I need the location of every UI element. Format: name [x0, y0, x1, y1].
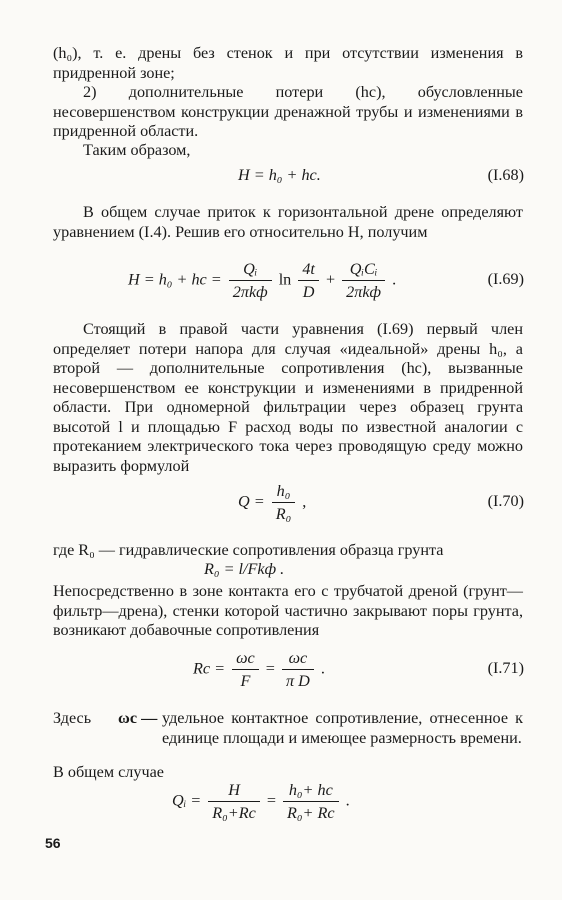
- fraction: $\frac{\text{QᵢCᵢ}}{\text{2πkф}}$: [342, 260, 385, 302]
- equation-1-70: Q = $\frac{\text{h₀}}{\text{R₀}}$ ,: [238, 482, 307, 523]
- paragraph-9: В общем случае: [53, 763, 164, 781]
- paragraph-3: Таким образом,: [83, 141, 191, 159]
- fraction: $\frac{\text{Qᵢ}}{\text{2πkф}}$: [229, 260, 272, 302]
- equation-1-68: H = h₀ + hс.: [238, 166, 321, 184]
- paragraph-4: В общем случае приток к горизонтальной дрене определяют уравнением (I.4). Решив его относительно H, получим: [53, 203, 523, 241]
- paragraph-1: (h₀), т. е. дрены без стенок и при отсутствии изменения в придренной зоне;: [53, 44, 523, 82]
- equation-1-69: H = h₀ + hс = $\frac{\text{Qᵢ}}{\text{2πkф}}$ ln $\frac{4t}{D}$ + $\frac{\text{QᵢCᵢ}}{\text{2πkф}}$ .: [128, 260, 397, 301]
- equation-1-71: Rс = $\frac{\omega с}{F}$ = $\frac{\omega с}{\text{π D}}$ .: [193, 649, 325, 690]
- equation-r0: R₀ = l/Fkф .: [204, 560, 285, 578]
- equation-final: Qᵢ = $\frac{H}{\text{R₀+Rс}}$ = $\frac{\text{h₀+ hс}}{\text{R₀+ Rс}}$ .: [172, 781, 350, 822]
- fraction: $\frac{4t}{D}$: [298, 260, 319, 302]
- fraction: $\frac{\text{h₀}}{\text{R₀}}$: [272, 482, 296, 524]
- fraction: $\frac{\omega с}{F}$: [232, 649, 259, 691]
- equation-number-1-68: (I.68): [487, 166, 524, 184]
- equation-number-1-71: (I.71): [487, 659, 524, 677]
- paragraph-2: 2) дополнительные потери (hс), обусловленные несовершенством конструкции дренажной трубы и изменениями в придренной области.: [53, 83, 523, 140]
- page-number: 56: [45, 835, 61, 851]
- fraction: $\frac{\omega с}{\text{π D}}$: [282, 649, 314, 691]
- label-zdes: Здесь: [53, 709, 92, 727]
- paragraph-5: Стоящий в правой части уравнения (I.69) первый член определяет потери напора для случая «идеальной» дрены h₀, а второй — дополнительные сопротивления (hс), вызванные несовершенством ее конструкции и изменениями в придренной области. При одномерной фильтрации через образец грунта высотой l и площадью F расход воды по известной аналогии с протеканием электрического тока через проводящую среду можно выразить формулой: [53, 320, 523, 475]
- omega-c-symbol: ωс —: [118, 709, 158, 727]
- equation-number-1-70: (I.70): [487, 492, 524, 510]
- paragraph-6-definition: где R₀ — гидравлические сопротивления образца грунта: [53, 541, 444, 559]
- equation-number-1-69: (I.69): [487, 270, 524, 288]
- paragraph-8-definition: удельное контактное сопротивление, отнесенное к единице площади и имеющее размерность времени.: [162, 709, 523, 747]
- fraction: $\frac{\text{h₀+ hс}}{\text{R₀+ Rс}}$: [283, 781, 339, 823]
- fraction: $\frac{H}{\text{R₀+Rс}}$: [208, 781, 260, 823]
- paragraph-7: Непосредственно в зоне контакта его с трубчатой дреной (грунт—фильтр—дрена), стенки которой частично закрывают поры грунта, возникают добавочные сопротивления: [53, 582, 523, 639]
